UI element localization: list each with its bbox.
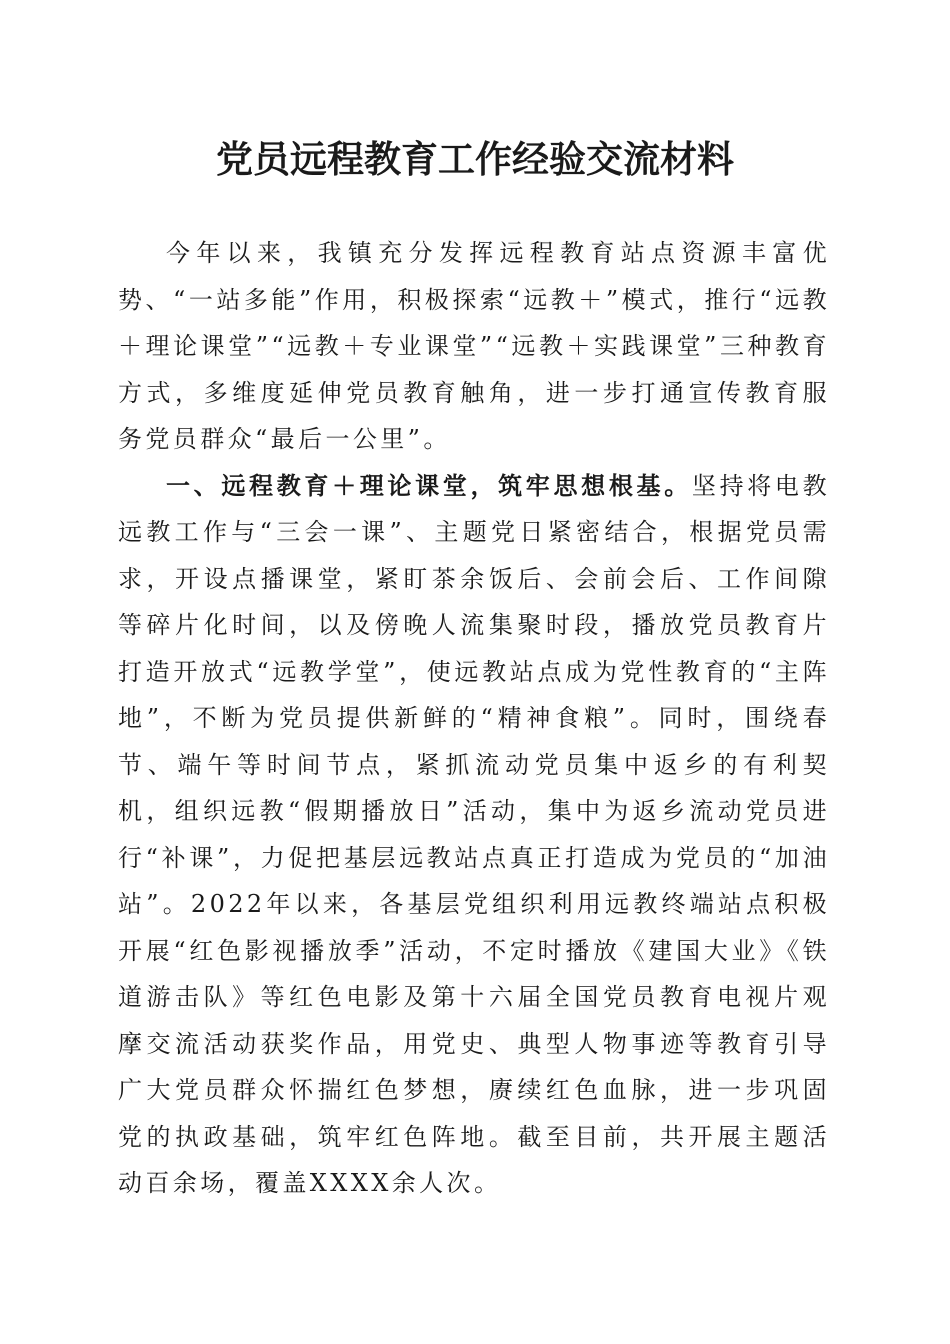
section-1-heading: 一、远程教育＋理论课堂，筑牢思想根基。 <box>166 471 692 500</box>
intro-paragraph: 今年以来，我镇充分发挥远程教育站点资源丰富优势、“一站多能”作用，积极探索“远教＋”模式，推行“远教＋理论课堂”“远教＋专业课堂”“远教＋实践课堂”三种教育方式，多维度延伸党员教育触角，进一步打通宣传教育服务党员群众“最后一公里”。 <box>118 239 830 453</box>
document-body <box>118 230 830 1207</box>
section-1-paragraph <box>118 463 830 1207</box>
document-title: 党员远程教育工作经验交流材料 <box>216 138 734 181</box>
section-1-body: 坚持将电教远教工作与“三会一课”、主题党日紧密结合，根据党员需求，开设点播课堂，紧盯茶余饭后、会前会后、工作间隙等碎片化时间，以及傍晚人流集聚时段，播放党员教育片打造开放式“远教学堂”，使远教站点成为党性教育的“主阵地”，不断为党员提供新鲜的“精神食粮”。同时，围绕春节、端午等时间节点，紧抓流动党员集中返乡的有利契机，组织远教“假期播放日”活动，集中为返乡流动党员进行“补课”，力促把基层远教站点真正打造成为党员的“加油站”。2022年以来，各基层党组织利用远教终端站点积极开展“红色影视播放季”活动，不定时播放《建国大业》《铁道游击队》等红色电影及第十六届全国党员教育电视片观摩交流活动获奖作品，用党史、典型人物事迹等教育引导广大党员群众怀揣红色梦想，赓续红色血脉，进一步巩固党的执政基础，筑牢红色阵地。截至目前，共开展主题活动百余场，覆盖XXXX余人次。 <box>118 471 831 1197</box>
